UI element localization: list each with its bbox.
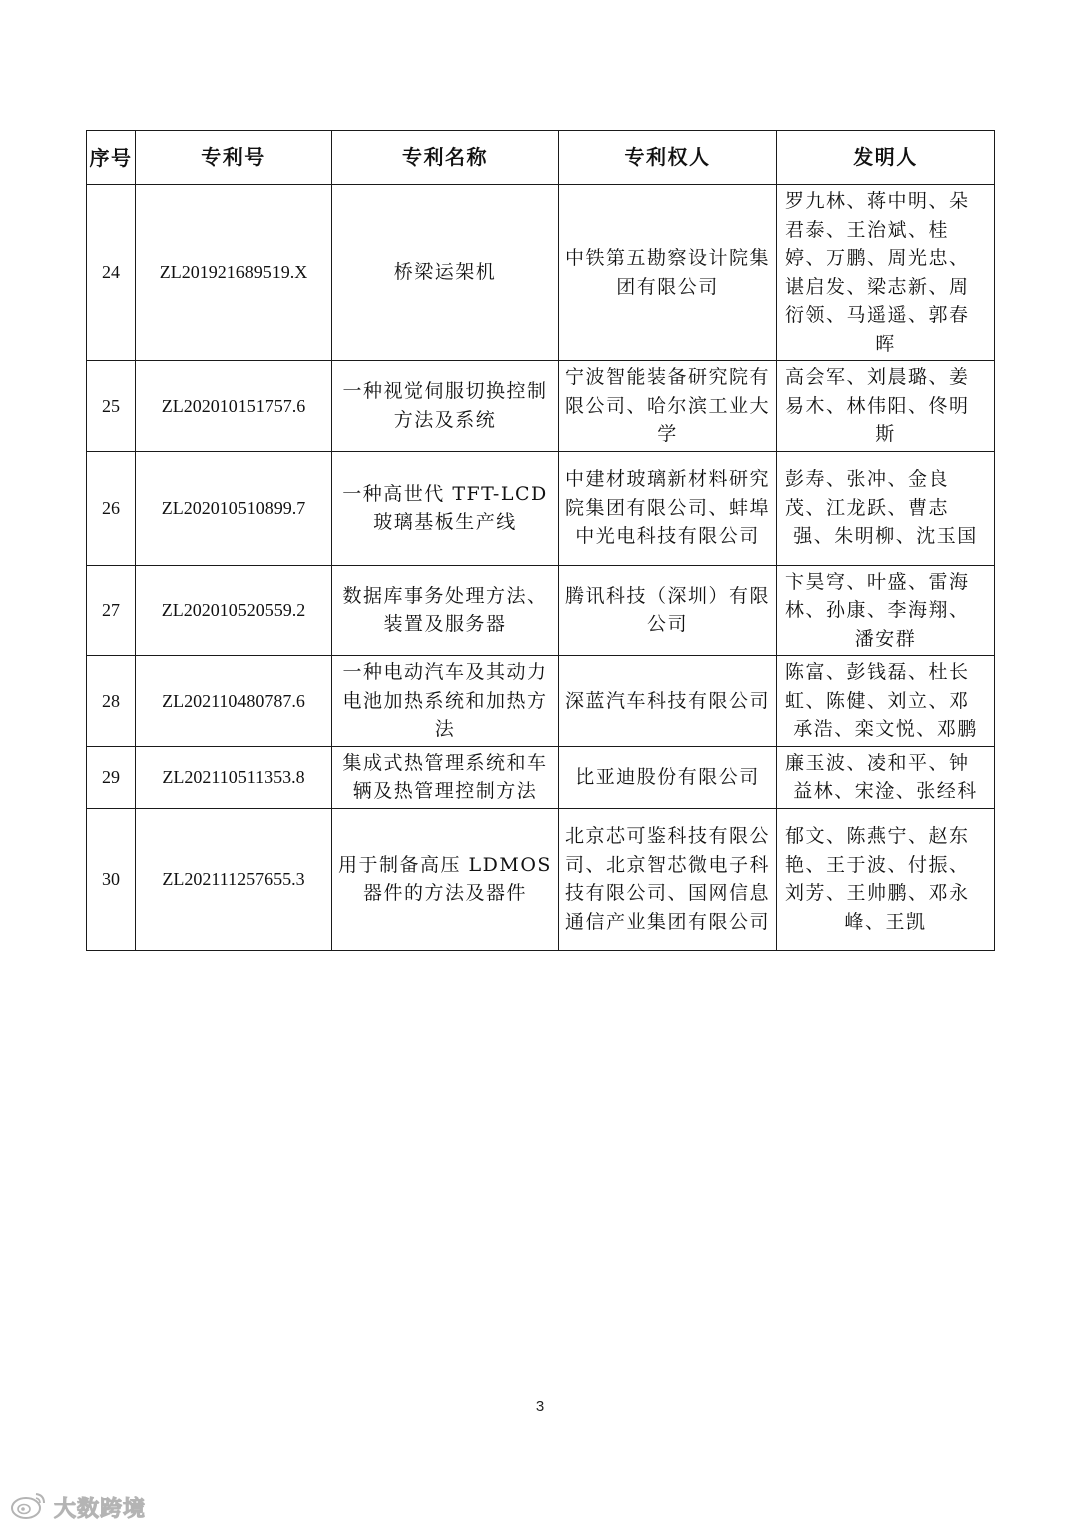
cell-patent-name: 集成式热管理系统和车辆及热管理控制方法 bbox=[332, 746, 559, 808]
cell-serial-number: 29 bbox=[87, 746, 136, 808]
table-header-row bbox=[87, 131, 995, 185]
table-row bbox=[87, 185, 995, 361]
weibo-logo-icon bbox=[10, 1490, 48, 1524]
cell-patent-number: ZL202010151757.6 bbox=[136, 361, 332, 452]
cell-patent-name: 一种视觉伺服切换控制方法及系统 bbox=[332, 361, 559, 452]
watermark bbox=[10, 1490, 146, 1524]
patent-table bbox=[86, 130, 995, 951]
cell-patent-number: ZL202110480787.6 bbox=[136, 656, 332, 747]
cell-patent-name: 一种电动汽车及其动力电池加热系统和加热方法 bbox=[332, 656, 559, 747]
cell-inventors: 廉玉波、凌和平、钟益林、宋淦、张经科 bbox=[777, 746, 995, 808]
cell-patentee: 腾讯科技（深圳）有限公司 bbox=[559, 565, 777, 656]
cell-patent-number: ZL202010520559.2 bbox=[136, 565, 332, 656]
cell-patent-name: 数据库事务处理方法、装置及服务器 bbox=[332, 565, 559, 656]
cell-patentee: 宁波智能装备研究院有限公司、哈尔滨工业大学 bbox=[559, 361, 777, 452]
cell-inventors: 卞昊穹、叶盛、雷海林、孙康、李海翔、潘安群 bbox=[777, 565, 995, 656]
table-row bbox=[87, 451, 995, 565]
cell-serial-number: 30 bbox=[87, 808, 136, 950]
page-number: 3 bbox=[535, 1398, 545, 1415]
cell-patent-name: 桥梁运架机 bbox=[332, 185, 559, 361]
cell-inventors: 罗九林、蒋中明、朵君泰、王治斌、桂婷、万鹏、周光忠、谌启发、梁志新、周衍领、马遥遥、郭春晖 bbox=[777, 185, 995, 361]
cell-inventors: 郁文、陈燕宁、赵东艳、王于波、付振、刘芳、王帅鹏、邓永峰、王凯 bbox=[777, 808, 995, 950]
cell-patent-number: ZL202110511353.8 bbox=[136, 746, 332, 808]
cell-patent-name: 一种高世代 TFT-LCD 玻璃基板生产线 bbox=[332, 451, 559, 565]
cell-patent-number: ZL202111257655.3 bbox=[136, 808, 332, 950]
cell-serial-number: 27 bbox=[87, 565, 136, 656]
table-row bbox=[87, 656, 995, 747]
cell-patent-number: ZL201921689519.X bbox=[136, 185, 332, 361]
watermark-text: 大数跨境 bbox=[54, 1496, 147, 1522]
table-row bbox=[87, 808, 995, 950]
cell-inventors: 高会军、刘晨璐、姜易木、林伟阳、佟明斯 bbox=[777, 361, 995, 452]
header-patent-name: 专利名称 bbox=[332, 131, 559, 185]
cell-patent-number: ZL202010510899.7 bbox=[136, 451, 332, 565]
cell-serial-number: 26 bbox=[87, 451, 136, 565]
table-row bbox=[87, 565, 995, 656]
cell-patentee: 深蓝汽车科技有限公司 bbox=[559, 656, 777, 747]
header-patent-number: 专利号 bbox=[136, 131, 332, 185]
header-inventors: 发明人 bbox=[777, 131, 995, 185]
cell-inventors: 陈富、彭钱磊、杜长虹、陈健、刘立、邓承浩、栾文悦、邓鹏 bbox=[777, 656, 995, 747]
cell-patentee: 北京芯可鉴科技有限公司、北京智芯微电子科技有限公司、国网信息通信产业集团有限公司 bbox=[559, 808, 777, 950]
cell-patentee: 中建材玻璃新材料研究院集团有限公司、蚌埠中光电科技有限公司 bbox=[559, 451, 777, 565]
table-row bbox=[87, 361, 995, 452]
cell-patentee: 中铁第五勘察设计院集团有限公司 bbox=[559, 185, 777, 361]
cell-serial-number: 28 bbox=[87, 656, 136, 747]
cell-patent-name: 用于制备高压 LDMOS 器件的方法及器件 bbox=[332, 808, 559, 950]
header-patentee: 专利权人 bbox=[559, 131, 777, 185]
cell-serial-number: 24 bbox=[87, 185, 136, 361]
cell-inventors: 彭寿、张冲、金良茂、江龙跃、曹志强、朱明柳、沈玉国 bbox=[777, 451, 995, 565]
header-serial-number: 序号 bbox=[87, 131, 136, 185]
table-row bbox=[87, 746, 995, 808]
cell-serial-number: 25 bbox=[87, 361, 136, 452]
cell-patentee: 比亚迪股份有限公司 bbox=[559, 746, 777, 808]
